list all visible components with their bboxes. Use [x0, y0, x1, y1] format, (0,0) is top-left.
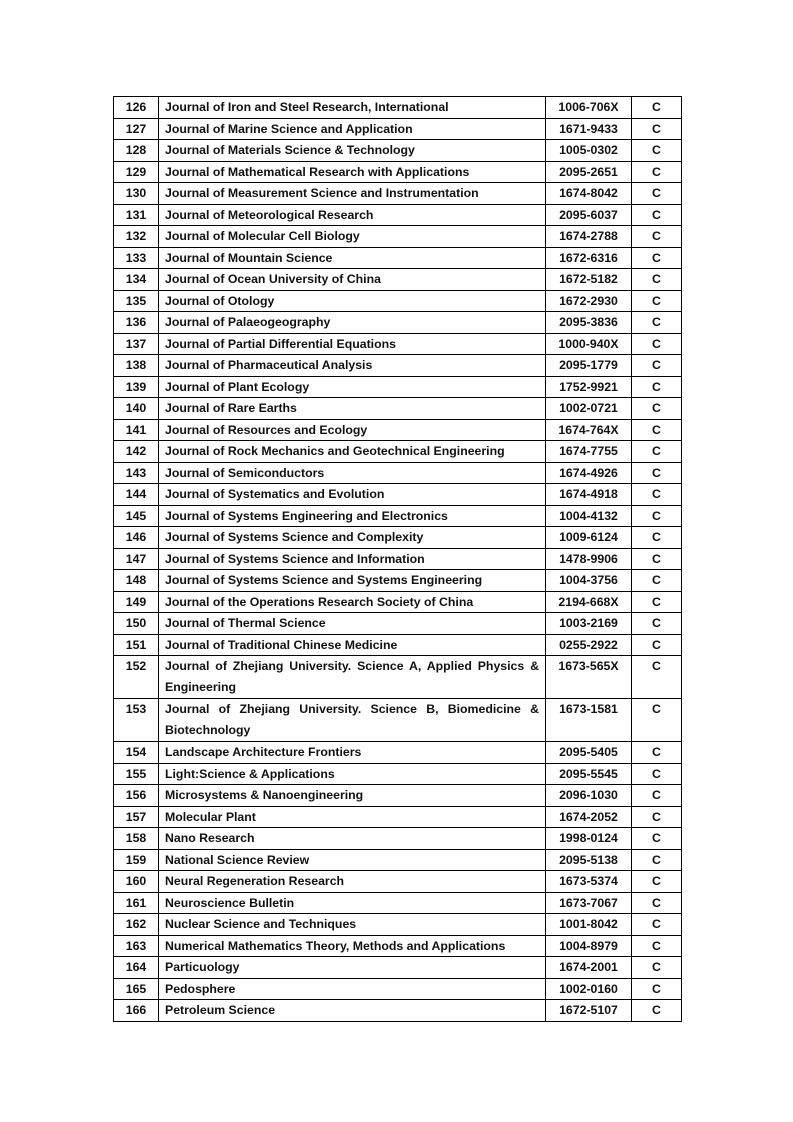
table-row: [114, 376, 682, 398]
issn-cell: 1009-6124: [546, 527, 632, 549]
row-number-cell: 153: [114, 699, 159, 742]
issn-cell: 1674-4918: [546, 484, 632, 506]
journal-title-cell: Journal of Marine Science and Application: [159, 118, 546, 140]
table-row: [114, 763, 682, 785]
issn-cell: 1005-0302: [546, 140, 632, 162]
row-number-cell: 144: [114, 484, 159, 506]
grade-cell: C: [632, 978, 682, 1000]
table-row: [114, 419, 682, 441]
issn-cell: 1672-5182: [546, 269, 632, 291]
table-row: [114, 591, 682, 613]
table-row: [114, 290, 682, 312]
grade-cell: C: [632, 849, 682, 871]
row-number-cell: 136: [114, 312, 159, 334]
table-row: [114, 806, 682, 828]
grade-cell: C: [632, 957, 682, 979]
grade-cell: C: [632, 398, 682, 420]
row-number-cell: 143: [114, 462, 159, 484]
row-number-cell: 141: [114, 419, 159, 441]
grade-cell: C: [632, 204, 682, 226]
issn-cell: 1004-4132: [546, 505, 632, 527]
issn-cell: 2095-1779: [546, 355, 632, 377]
journal-title-cell: Journal of Partial Differential Equations: [159, 333, 546, 355]
grade-cell: C: [632, 118, 682, 140]
row-number-cell: 134: [114, 269, 159, 291]
journal-title-cell: Journal of Mathematical Research with Applications: [159, 161, 546, 183]
table-row: [114, 441, 682, 463]
table-row: [114, 161, 682, 183]
row-number-cell: 152: [114, 656, 159, 699]
row-number-cell: 160: [114, 871, 159, 893]
journal-title-cell: National Science Review: [159, 849, 546, 871]
row-number-cell: 137: [114, 333, 159, 355]
row-number-cell: 138: [114, 355, 159, 377]
row-number-cell: 128: [114, 140, 159, 162]
journal-title-cell: Journal of Palaeogeography: [159, 312, 546, 334]
issn-cell: 1672-6316: [546, 247, 632, 269]
table-row: [114, 828, 682, 850]
journal-title-cell: Journal of Systems Science and Information: [159, 548, 546, 570]
row-number-cell: 140: [114, 398, 159, 420]
row-number-cell: 142: [114, 441, 159, 463]
issn-cell: 1674-2052: [546, 806, 632, 828]
table-row: [114, 462, 682, 484]
journal-title-cell: Journal of Measurement Science and Instrumentation: [159, 183, 546, 205]
grade-cell: C: [632, 548, 682, 570]
journal-title-cell: Journal of Systems Science and Systems Engineering: [159, 570, 546, 592]
journal-table-body: [114, 97, 682, 1022]
grade-cell: C: [632, 785, 682, 807]
grade-cell: C: [632, 763, 682, 785]
journal-title-cell: Landscape Architecture Frontiers: [159, 742, 546, 764]
issn-cell: 1674-2001: [546, 957, 632, 979]
row-number-cell: 161: [114, 892, 159, 914]
issn-cell: 1006-706X: [546, 97, 632, 119]
journal-title-cell: Journal of Pharmaceutical Analysis: [159, 355, 546, 377]
journal-title-cell: Nuclear Science and Techniques: [159, 914, 546, 936]
issn-cell: 1002-0160: [546, 978, 632, 1000]
table-row: [114, 935, 682, 957]
issn-cell: 1673-1581: [546, 699, 632, 742]
issn-cell: 0255-2922: [546, 634, 632, 656]
issn-cell: 1004-3756: [546, 570, 632, 592]
issn-cell: 1752-9921: [546, 376, 632, 398]
issn-cell: 2095-6037: [546, 204, 632, 226]
row-number-cell: 131: [114, 204, 159, 226]
table-row: [114, 914, 682, 936]
grade-cell: C: [632, 570, 682, 592]
journal-title-cell: Journal of Systematics and Evolution: [159, 484, 546, 506]
table-row: [114, 957, 682, 979]
journal-title-cell: Journal of Iron and Steel Research, International: [159, 97, 546, 119]
grade-cell: C: [632, 140, 682, 162]
issn-cell: 1478-9906: [546, 548, 632, 570]
issn-cell: 1674-764X: [546, 419, 632, 441]
grade-cell: C: [632, 699, 682, 742]
table-row: [114, 333, 682, 355]
row-number-cell: 156: [114, 785, 159, 807]
issn-cell: 1674-8042: [546, 183, 632, 205]
table-row: [114, 269, 682, 291]
issn-cell: 2095-5138: [546, 849, 632, 871]
row-number-cell: 127: [114, 118, 159, 140]
grade-cell: C: [632, 828, 682, 850]
journal-title-cell: Microsystems & Nanoengineering: [159, 785, 546, 807]
journal-title-cell: Journal of Otology: [159, 290, 546, 312]
row-number-cell: 126: [114, 97, 159, 119]
journal-title-cell: Journal of Resources and Ecology: [159, 419, 546, 441]
row-number-cell: 166: [114, 1000, 159, 1022]
journal-title-cell: Light:Science & Applications: [159, 763, 546, 785]
row-number-cell: 163: [114, 935, 159, 957]
issn-cell: 1673-565X: [546, 656, 632, 699]
journal-title-cell: Journal of Mountain Science: [159, 247, 546, 269]
table-row: [114, 312, 682, 334]
row-number-cell: 135: [114, 290, 159, 312]
table-row: [114, 699, 682, 742]
issn-cell: 1003-2169: [546, 613, 632, 635]
journal-title-cell: Journal of Plant Ecology: [159, 376, 546, 398]
row-number-cell: 148: [114, 570, 159, 592]
row-number-cell: 139: [114, 376, 159, 398]
row-number-cell: 162: [114, 914, 159, 936]
grade-cell: C: [632, 269, 682, 291]
journal-title-cell: Journal of Molecular Cell Biology: [159, 226, 546, 248]
issn-cell: 1998-0124: [546, 828, 632, 850]
issn-cell: 1674-2788: [546, 226, 632, 248]
grade-cell: C: [632, 935, 682, 957]
row-number-cell: 155: [114, 763, 159, 785]
issn-cell: 1674-7755: [546, 441, 632, 463]
table-row: [114, 742, 682, 764]
table-row: [114, 613, 682, 635]
grade-cell: C: [632, 376, 682, 398]
table-row: [114, 505, 682, 527]
table-row: [114, 871, 682, 893]
grade-cell: C: [632, 441, 682, 463]
issn-cell: 2095-3836: [546, 312, 632, 334]
grade-cell: C: [632, 333, 682, 355]
grade-cell: C: [632, 871, 682, 893]
grade-cell: C: [632, 97, 682, 119]
row-number-cell: 130: [114, 183, 159, 205]
grade-cell: C: [632, 183, 682, 205]
grade-cell: C: [632, 742, 682, 764]
issn-cell: 2095-2651: [546, 161, 632, 183]
row-number-cell: 151: [114, 634, 159, 656]
issn-cell: 1672-5107: [546, 1000, 632, 1022]
journal-title-cell: Journal of Systems Science and Complexity: [159, 527, 546, 549]
issn-cell: 2095-5545: [546, 763, 632, 785]
journal-title-cell: Neural Regeneration Research: [159, 871, 546, 893]
journal-title-cell: Journal of Meteorological Research: [159, 204, 546, 226]
grade-cell: C: [632, 1000, 682, 1022]
grade-cell: C: [632, 634, 682, 656]
table-row: [114, 892, 682, 914]
grade-cell: C: [632, 312, 682, 334]
grade-cell: C: [632, 161, 682, 183]
table-row: [114, 484, 682, 506]
grade-cell: C: [632, 505, 682, 527]
row-number-cell: 147: [114, 548, 159, 570]
journal-title-cell: Journal of Ocean University of China: [159, 269, 546, 291]
table-row: [114, 398, 682, 420]
journal-title-cell: Petroleum Science: [159, 1000, 546, 1022]
row-number-cell: 145: [114, 505, 159, 527]
grade-cell: C: [632, 419, 682, 441]
table-row: [114, 634, 682, 656]
issn-cell: 1674-4926: [546, 462, 632, 484]
journal-title-cell: Pedosphere: [159, 978, 546, 1000]
issn-cell: 2194-668X: [546, 591, 632, 613]
issn-cell: 2096-1030: [546, 785, 632, 807]
issn-cell: 1000-940X: [546, 333, 632, 355]
journal-title-cell: Journal of Thermal Science: [159, 613, 546, 635]
table-row: [114, 97, 682, 119]
grade-cell: C: [632, 247, 682, 269]
row-number-cell: 129: [114, 161, 159, 183]
grade-cell: C: [632, 226, 682, 248]
grade-cell: C: [632, 527, 682, 549]
journal-title-cell: Numerical Mathematics Theory, Methods and Applications: [159, 935, 546, 957]
grade-cell: C: [632, 355, 682, 377]
journal-title-cell: Journal of Traditional Chinese Medicine: [159, 634, 546, 656]
table-row: [114, 548, 682, 570]
grade-cell: C: [632, 462, 682, 484]
table-row: [114, 183, 682, 205]
row-number-cell: 146: [114, 527, 159, 549]
grade-cell: C: [632, 484, 682, 506]
grade-cell: C: [632, 806, 682, 828]
table-row: [114, 527, 682, 549]
issn-cell: 1001-8042: [546, 914, 632, 936]
table-row: [114, 118, 682, 140]
journal-title-cell: Molecular Plant: [159, 806, 546, 828]
issn-cell: 1672-2930: [546, 290, 632, 312]
row-number-cell: 133: [114, 247, 159, 269]
grade-cell: C: [632, 914, 682, 936]
table-row: [114, 570, 682, 592]
journal-title-cell: Journal of Semiconductors: [159, 462, 546, 484]
table-row: [114, 247, 682, 269]
table-row: [114, 656, 682, 699]
table-row: [114, 226, 682, 248]
journal-title-cell: Journal of Zhejiang University. Science A, Applied Physics & Engineering: [159, 656, 546, 699]
table-row: [114, 785, 682, 807]
row-number-cell: 149: [114, 591, 159, 613]
issn-cell: 1671-9433: [546, 118, 632, 140]
table-row: [114, 204, 682, 226]
table-row: [114, 355, 682, 377]
journal-title-cell: Journal of Rock Mechanics and Geotechnical Engineering: [159, 441, 546, 463]
journal-title-cell: Particuology: [159, 957, 546, 979]
issn-cell: 1673-7067: [546, 892, 632, 914]
journal-title-cell: Journal of Rare Earths: [159, 398, 546, 420]
row-number-cell: 154: [114, 742, 159, 764]
table-row: [114, 978, 682, 1000]
row-number-cell: 159: [114, 849, 159, 871]
row-number-cell: 158: [114, 828, 159, 850]
row-number-cell: 150: [114, 613, 159, 635]
grade-cell: C: [632, 892, 682, 914]
journal-title-cell: Journal of Materials Science & Technology: [159, 140, 546, 162]
journal-title-cell: Nano Research: [159, 828, 546, 850]
row-number-cell: 157: [114, 806, 159, 828]
journal-title-cell: Journal of Systems Engineering and Electronics: [159, 505, 546, 527]
grade-cell: C: [632, 591, 682, 613]
journal-title-cell: Journal of the Operations Research Society of China: [159, 591, 546, 613]
journal-title-cell: Neuroscience Bulletin: [159, 892, 546, 914]
journal-title-cell: Journal of Zhejiang University. Science B, Biomedicine & Biotechnology: [159, 699, 546, 742]
table-row: [114, 140, 682, 162]
issn-cell: 1673-5374: [546, 871, 632, 893]
issn-cell: 1002-0721: [546, 398, 632, 420]
issn-cell: 2095-5405: [546, 742, 632, 764]
journal-table: [113, 96, 682, 1022]
row-number-cell: 132: [114, 226, 159, 248]
table-row: [114, 1000, 682, 1022]
issn-cell: 1004-8979: [546, 935, 632, 957]
grade-cell: C: [632, 290, 682, 312]
table-row: [114, 849, 682, 871]
row-number-cell: 165: [114, 978, 159, 1000]
grade-cell: C: [632, 613, 682, 635]
grade-cell: C: [632, 656, 682, 699]
row-number-cell: 164: [114, 957, 159, 979]
